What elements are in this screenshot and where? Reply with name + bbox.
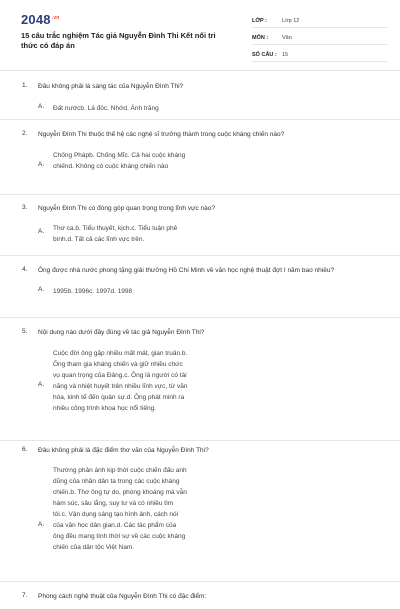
question-text: Ông được nhà nước phong tặng giải thưởng Hồ Chí Minh về văn học nghệ thuật đợt I năm bao nhiêu? <box>38 267 335 274</box>
question-number: 4. <box>22 266 28 273</box>
answer-option[interactable] <box>38 286 400 297</box>
answer-option[interactable] <box>38 348 400 414</box>
question-list <box>0 77 400 609</box>
question-divider <box>0 255 400 256</box>
question-divider <box>0 194 400 195</box>
question-text: Nguyễn Đình Thi có đóng góp quan trọng trong lĩnh vực nào? <box>38 205 215 212</box>
answer-text: Chống Phápb. Chống Mĩc. Cả hai cuộc kháng chiếnd. Không có cuộc kháng chiến nào <box>53 152 186 170</box>
question-item <box>0 441 400 589</box>
header-divider <box>0 70 400 71</box>
logo-text: 2048 <box>21 12 51 27</box>
meta-label: MÔN : <box>252 34 269 41</box>
question-item <box>0 199 400 261</box>
question-number: 6. <box>22 446 28 453</box>
answer-text: Đất nướcb. Lá đỏc. Nhớd. Ánh trăng <box>53 105 159 112</box>
question-text: Nguyễn Đình Thi thuộc thế hệ các nghệ sĩ trưởng thành trong cuộc kháng chiến nào? <box>38 131 285 138</box>
meta-value: Văn <box>282 34 292 41</box>
meta-row-class <box>252 14 387 28</box>
question-item <box>0 124 400 204</box>
answer-text: Cuộc đời ông gặp nhiều mất mát, gian truân.b. Ông tham gia kháng chiến và giữ nhiều chức vụ quan trọng của Đảng.c. Ông là người có tài năng và nhiệt huyết trên nhiều lĩnh vực, từ văn hóa, kinh tế đến quân sự.d. Ông phát minh ra nhiều công trình khoa học nổi tiếng. <box>53 350 188 412</box>
answer-letter: A. <box>38 161 45 168</box>
answer-text: Thơ ca.b. Tiểu thuyết, kịch.c. Tiểu luận phê bình.d. Tất cả các lĩnh vực trên. <box>53 225 178 243</box>
answer-text: Thường phản ánh kịp thời cuộc chiến đấu anh dũng của nhân dân ta trong các cuộc kháng chiến.b. Thơ ông tự do, phóng khoáng mà vẫn hàm súc, sâu lắng, suy tư và có nhiều tìm tòi.c. Vận dụng sáng tạo hình ảnh, cách nói của văn học dân gian.d. Các tác phẩm của ông đều mang tính thời sự về các cuộc kháng chiến của dân tộc Việt Nam. <box>53 467 187 551</box>
question-text: Đâu không phải là đặc điểm thơ văn của Nguyễn Đình Thi? <box>38 447 209 454</box>
question-divider <box>0 581 400 582</box>
question-text: Đâu không phải là sáng tác của Nguyễn Đình Thi? <box>38 83 184 90</box>
answer-letter: A. <box>38 228 45 235</box>
meta-label: LỚP : <box>252 17 267 24</box>
question-item <box>0 589 400 609</box>
answer-letter: A. <box>38 286 45 293</box>
meta-info <box>252 14 387 65</box>
question-divider <box>0 119 400 120</box>
answer-text: 1995b. 1996c. 1997d. 1998 <box>53 288 133 295</box>
page-header <box>0 0 400 66</box>
question-number: 7. <box>22 592 28 599</box>
answer-option[interactable] <box>38 223 400 245</box>
meta-value: Lớp 12 <box>282 17 300 24</box>
answer-option[interactable] <box>38 465 400 553</box>
answer-letter: A. <box>38 521 45 528</box>
question-item <box>0 261 400 321</box>
question-item <box>0 321 400 441</box>
question-divider <box>0 317 400 318</box>
question-number: 3. <box>22 204 28 211</box>
question-number: 1. <box>22 82 28 89</box>
logo-tld: .vn <box>51 14 60 21</box>
answer-letter: A. <box>38 381 45 388</box>
answer-option[interactable] <box>38 150 400 172</box>
question-text: Phong cách nghệ thuật của Nguyễn Đình Thi có đặc điểm: <box>38 593 207 600</box>
site-logo[interactable] <box>21 12 60 27</box>
answer-letter: A. <box>38 103 45 110</box>
question-number: 2. <box>22 130 28 137</box>
meta-label: SỐ CÂU : <box>252 51 277 58</box>
meta-row-subject <box>252 31 387 45</box>
meta-row-count <box>252 48 387 62</box>
meta-value: 15 <box>282 51 289 58</box>
answer-option[interactable] <box>38 103 400 114</box>
question-text: Nội dung nào dưới đây đúng về tác giả Nguyễn Đình Thi? <box>38 329 205 336</box>
document-title: 15 câu trắc nghiệm Tác giả Nguyễn Đình Thi Kết nối tri thức có đáp án <box>21 31 216 50</box>
question-number: 5. <box>22 328 28 335</box>
